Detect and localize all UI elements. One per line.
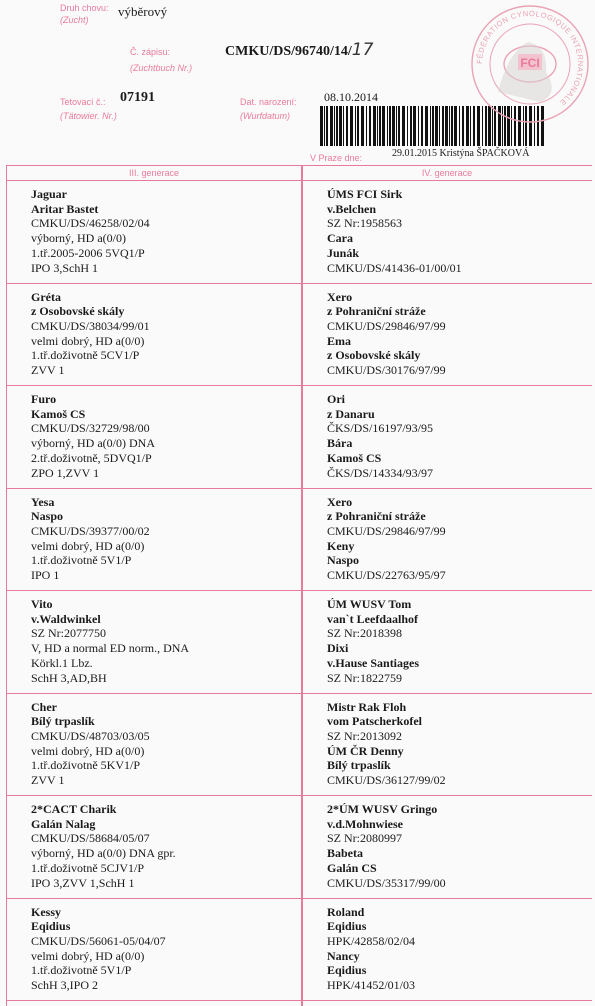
issued-label: V Praze dne: xyxy=(310,153,363,163)
dog-detail-line: 1.tř.doživotně 5V1/P xyxy=(31,963,132,978)
dog-name-line: Jaguar xyxy=(31,187,67,201)
dog-name-line: v.Hause Santiages xyxy=(327,655,420,670)
column-header-gen4: IV. generace xyxy=(302,166,592,181)
barcode-bar xyxy=(369,106,371,146)
barcode-bar xyxy=(387,106,388,146)
dog-detail-line: CMKU/DS/38034/99/01 xyxy=(31,318,150,333)
dog-name-line: Roland xyxy=(327,904,365,919)
barcode-bar xyxy=(355,106,356,146)
dog-detail-line: SchH 3,AD,BH xyxy=(31,670,107,685)
birth-label: Dat. narození: (Wurfdatum) xyxy=(240,97,297,121)
dog-detail-line: SZ Nr:2077750 xyxy=(31,626,106,641)
dog-name-line: v.d.Mohnwiese xyxy=(327,816,404,831)
barcode-bar xyxy=(320,106,323,146)
dog-name-line: ÚM WUSV Tom xyxy=(327,597,412,611)
barcode-bar xyxy=(432,106,434,146)
gen4-cell xyxy=(303,694,592,797)
dog-name-line: Naspo xyxy=(327,553,360,568)
dog-detail-line: velmi dobrý, HD a(0/0) xyxy=(31,538,145,553)
dog-name-line: z Osobovské skály xyxy=(31,304,125,319)
gen4-cell xyxy=(303,284,592,387)
dog-name-line: Mistr Rak Floh xyxy=(327,699,407,714)
barcode-bar xyxy=(445,106,448,146)
dog-detail-line: CMKU/DS/29846/97/99 xyxy=(327,318,446,333)
dog-detail-line: CMKU/DS/39377/00/02 xyxy=(31,523,150,538)
dog-detail-line: ČKS/DS/16197/93/95 xyxy=(327,421,434,436)
gen4-cell xyxy=(303,181,592,284)
dog-name-line: Eqidius xyxy=(327,963,367,978)
barcode-bar xyxy=(396,106,397,146)
dog-detail-line: SZ Nr:1958563 xyxy=(327,216,402,231)
dog-detail-line: CMKU/DS/22763/95/97 xyxy=(327,568,446,583)
dog-detail-line: velmi dobrý, HD a(0/0) xyxy=(31,743,145,758)
dog-name-line: Galán Nalag xyxy=(31,816,96,831)
dog-name-line: Gréta xyxy=(31,289,61,304)
barcode-bar xyxy=(366,106,367,146)
svg-text:FCI: FCI xyxy=(520,56,540,70)
studbook-label: Č. zápisu: (Zuchtbuch Nr.) xyxy=(130,47,193,73)
dog-name-line: vom Patscherkofel xyxy=(327,714,422,729)
barcode-bar xyxy=(326,106,328,146)
dog-name-line: z Danaru xyxy=(327,406,375,421)
gen4-cell xyxy=(303,591,592,694)
dog-name-line: Furo xyxy=(31,392,57,406)
dog-detail-line: CMKU/DS/32729/98/00 xyxy=(31,421,150,436)
gen3-cell xyxy=(7,899,301,1002)
dog-detail-line: SZ Nr:1822759 xyxy=(327,670,402,685)
barcode-bar xyxy=(350,106,353,146)
dog-detail-line: CMKU/DS/41436-01/00/01 xyxy=(327,260,462,275)
dog-name-line: Xero xyxy=(327,289,353,304)
gen3-cell xyxy=(7,284,301,387)
dog-name-line: Yesa xyxy=(31,494,55,509)
barcode-bar xyxy=(407,106,408,146)
dog-name-line: Nancy xyxy=(327,948,360,963)
gen3-cell xyxy=(7,181,301,284)
barcode-bar xyxy=(435,106,438,146)
dog-detail-line: CMKU/DS/35317/99/00 xyxy=(327,875,446,890)
dog-name-line: Bára xyxy=(327,436,353,451)
barcode-bar xyxy=(410,106,412,146)
barcode-bar xyxy=(373,106,376,146)
dog-name-line: Aritar Bastet xyxy=(31,201,99,216)
barcode-bar xyxy=(459,106,460,146)
barcode-bar xyxy=(451,106,453,146)
dog-detail-line: IPO 1 xyxy=(31,568,60,583)
gen4-cell xyxy=(303,796,592,899)
dog-detail-line: výborný, HD a(0/0) xyxy=(31,231,126,246)
dog-name-line: Babeta xyxy=(327,846,363,861)
dog-name-line: v.Belchen xyxy=(327,201,377,216)
barcode-bar xyxy=(425,106,428,146)
barcode-bar xyxy=(413,106,416,146)
dog-detail-line: CMKU/DS/29846/97/99 xyxy=(327,523,446,538)
dog-detail-line: ZVV 1 xyxy=(31,363,65,378)
dog-detail-line: výborný, HD a(0/0) DNA xyxy=(31,436,155,451)
dog-name-line: Keny xyxy=(327,538,355,553)
column-header-gen3: III. generace xyxy=(7,166,301,181)
dog-detail-line: SZ Nr:2013092 xyxy=(327,728,402,743)
dog-name-line: Cara xyxy=(327,231,353,246)
barcode-bar xyxy=(324,106,325,146)
dog-name-line: Naspo xyxy=(31,509,64,524)
svg-text:FÉDÉRATION CYNOLOGIQUE INTERNA: FÉDÉRATION CYNOLOGIQUE INTERNATIONALE xyxy=(474,8,586,108)
dog-name-line: v.Waldwinkel xyxy=(31,611,101,626)
dog-detail-line: IPO 3,ZVV 1,SchH 1 xyxy=(31,875,135,890)
dog-detail-line: CMKU/DS/48703/03/05 xyxy=(31,728,150,743)
dog-detail-line: IPO 3,SchH 1 xyxy=(31,260,99,275)
breed-value: výběrový xyxy=(118,4,168,19)
tattoo-label: Tetovací č.: (Tätowier. Nr.) xyxy=(60,97,117,121)
barcode-bar xyxy=(402,106,405,146)
dog-name-line: Xero xyxy=(327,494,353,509)
dog-name-line: Ori xyxy=(327,392,345,406)
issued-value: 29.01.2015 Kristýna ŠPAČKOVÁ xyxy=(392,148,530,159)
dog-detail-line: 2.tř.doživotně, 5DVQ1/P xyxy=(31,450,152,465)
dog-name-line: Junák xyxy=(327,245,360,260)
barcode-bar xyxy=(339,106,342,146)
barcode-bar xyxy=(392,106,395,146)
dog-name-line: Kamoš CS xyxy=(327,450,382,465)
gen4-cell xyxy=(303,489,592,592)
dog-detail-line: ZVV 1 xyxy=(31,773,65,788)
barcode-bar xyxy=(398,106,400,146)
pedigree-table xyxy=(6,165,592,1006)
barcode-bar xyxy=(430,106,431,146)
dog-name-line: z Pohraniční stráže xyxy=(327,304,426,319)
studbook-number: CMKU/DS/96740/14/17 xyxy=(225,40,374,60)
dog-name-line: ÚMS FCI Sirk xyxy=(327,187,403,201)
barcode-bar xyxy=(442,106,444,146)
dog-name-line: van`t Leefdaalhof xyxy=(327,611,418,626)
barcode-bar xyxy=(336,106,338,146)
dog-detail-line: CMKU/DS/36127/99/02 xyxy=(327,773,446,788)
dog-detail-line: Körkl.1 Lbz. xyxy=(31,655,93,670)
gen3-cell xyxy=(7,591,301,694)
dog-detail-line: ČKS/DS/14334/93/97 xyxy=(327,465,434,480)
dog-detail-line: 1.tř.doživotně 5CV1/P xyxy=(31,348,140,363)
dog-name-line: Kamoš CS xyxy=(31,406,86,421)
dog-detail-line: 1.tř.doživotně 5CJV1/P xyxy=(31,860,144,875)
dog-detail-line: CMKU/DS/56061-05/04/07 xyxy=(31,933,166,948)
barcode-bar xyxy=(346,106,348,146)
dog-detail-line: velmi dobrý, HD a(0/0) xyxy=(31,333,145,348)
gen4-cell xyxy=(303,899,592,1002)
gen3-cell xyxy=(7,489,301,592)
dog-detail-line: 1.tř.doživotně 5V1/P xyxy=(31,553,132,568)
tattoo-value: 07191 xyxy=(120,90,155,105)
barcode-bar xyxy=(449,106,450,146)
dog-detail-line: CMKU/DS/58684/05/07 xyxy=(31,831,150,846)
dog-detail-line: SZ Nr:2018398 xyxy=(327,626,402,641)
dog-detail-line: velmi dobrý, HD a(0/0) xyxy=(31,948,145,963)
dog-name-line: Dixi xyxy=(327,641,349,656)
barcode-bar xyxy=(334,106,335,146)
dog-detail-line: HPK/42858/02/04 xyxy=(327,933,416,948)
dog-name-line: ÚM ČR Denny xyxy=(327,743,404,758)
dog-detail-line: CMKU/DS/30176/97/99 xyxy=(327,363,446,378)
dog-name-line: Bílý trpaslík xyxy=(327,758,391,773)
dog-name-line: 2*ÚM WUSV Gringo xyxy=(327,802,438,816)
dog-detail-line: 1.tř.doživotně 5KV1/P xyxy=(31,758,140,773)
dog-detail-line: 1.tř.2005-2006 5VQ1/P xyxy=(31,245,145,260)
dog-name-line: z Pohraniční stráže xyxy=(327,509,426,524)
barcode-bar xyxy=(462,106,464,146)
barcode-bar xyxy=(389,106,391,146)
dog-detail-line: HPK/41452/01/03 xyxy=(327,978,416,993)
dog-name-line: 2*CACT Charik xyxy=(31,802,117,816)
barcode-bar xyxy=(439,106,440,146)
dog-name-line: Vito xyxy=(31,597,53,611)
dog-detail-line: výborný, HD a(0/0) DNA gpr. xyxy=(31,846,176,861)
gen3-cell xyxy=(7,694,301,797)
barcode-bar xyxy=(361,106,364,146)
dog-name-line: Cher xyxy=(31,699,57,714)
dog-name-line: Bílý trpaslík xyxy=(31,714,95,729)
gen4-cell xyxy=(303,386,592,489)
gen3-cell xyxy=(7,796,301,899)
dog-detail-line: CMKU/DS/46258/02/04 xyxy=(31,216,150,231)
dog-detail-line: SchH 3,IPO 2 xyxy=(31,978,99,993)
barcode-bar xyxy=(379,106,381,146)
dog-name-line: Ema xyxy=(327,333,351,348)
barcode-bar xyxy=(454,106,457,146)
studbook-handwritten: 17 xyxy=(351,40,374,60)
dog-detail-line: SZ Nr:2080997 xyxy=(327,831,402,846)
barcode-bar xyxy=(377,106,378,146)
barcode-bar xyxy=(357,106,359,146)
dog-name-line: Galán CS xyxy=(327,860,377,875)
barcode-bar xyxy=(343,106,344,146)
dog-detail-line: ZPO 1,ZVV 1 xyxy=(31,465,100,480)
dog-name-line: Eqidius xyxy=(327,919,367,934)
gen3-cell xyxy=(7,386,301,489)
barcode-bar xyxy=(421,106,423,146)
dog-detail-line: V, HD a normal ED norm., DNA xyxy=(31,641,190,656)
dog-name-line: z Osobovské skály xyxy=(327,348,421,363)
breed-label: Druh chovu: (Zucht) xyxy=(60,3,109,25)
barcode-bar xyxy=(418,106,419,146)
birth-date: 08.10.2014 xyxy=(324,90,378,104)
barcode-bar xyxy=(382,106,385,146)
dog-name-line: Kessy xyxy=(31,904,61,919)
dog-name-line: Eqidius xyxy=(31,919,71,934)
fci-stamp xyxy=(468,2,592,126)
barcode-bar xyxy=(330,106,333,146)
